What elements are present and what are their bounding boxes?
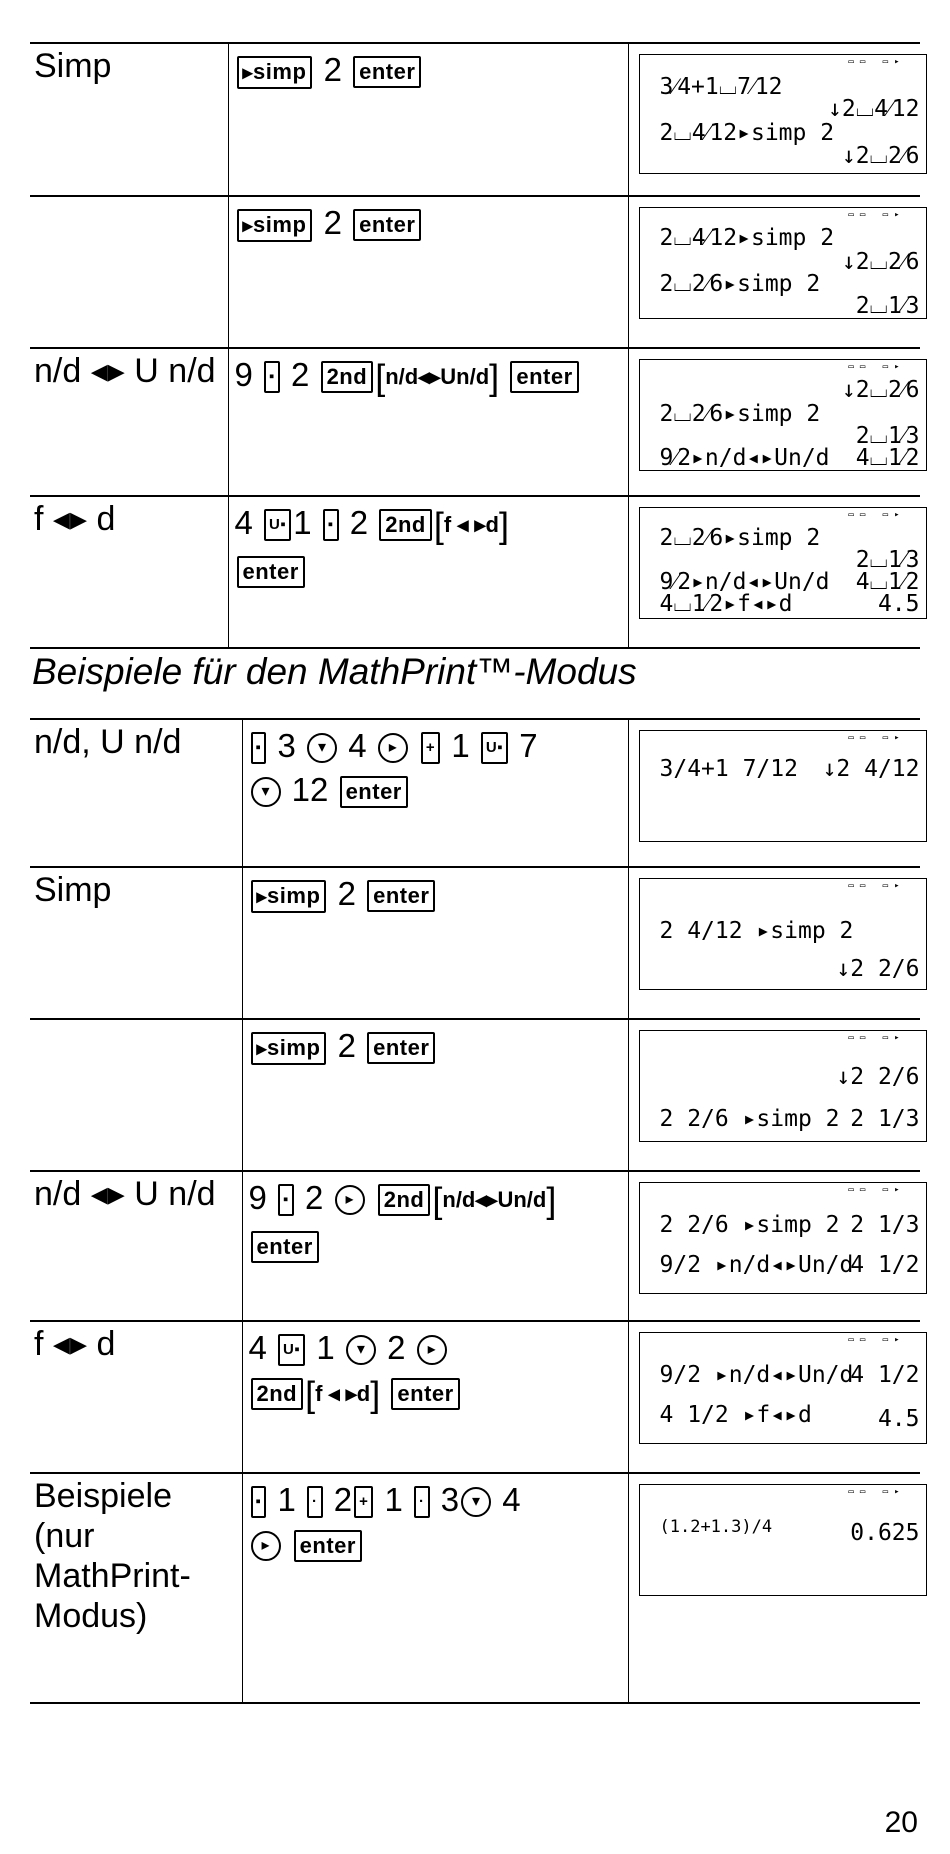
table-row bbox=[30, 43, 920, 196]
status-indicator-icon: ▭▭ ▭▸ bbox=[848, 1335, 906, 1345]
status-indicator-icon: ▭▭ ▭▸ bbox=[848, 881, 906, 891]
table-row bbox=[30, 867, 920, 1019]
mathprint-examples-table bbox=[30, 718, 920, 1704]
calculator-screen: ▭▭ ▭▸ 3/4+1 7/12 ↓2 4/12 bbox=[639, 730, 927, 842]
second-key: 2nd bbox=[321, 361, 374, 393]
enter-key: enter bbox=[510, 361, 578, 393]
row-label: Simp bbox=[34, 871, 112, 909]
status-indicator-icon: ▭▭ ▭▸ bbox=[848, 733, 906, 743]
simp-key: ▸ simp bbox=[251, 880, 327, 913]
row-label: f ◂▸ d bbox=[34, 1325, 116, 1363]
status-indicator-icon: ▭▭ ▭▸ bbox=[848, 1487, 906, 1497]
calculator-screen: ▭▭ ▭▸ 2 4/12 ▸simp 2 ↓2 2/6 bbox=[639, 878, 927, 990]
key-sequence: ▪ 1 · 2 + 1 · 3 ▾ 4 ▸ enter bbox=[242, 1473, 628, 1703]
key-sequence: 4 U▪ 1 ▾ 2 ▸ 2nd [f ◂ ▸d] enter bbox=[242, 1321, 628, 1473]
status-indicator-icon: ▭▭ ▭▸ bbox=[848, 1033, 906, 1043]
table-row bbox=[30, 1019, 920, 1171]
table-row bbox=[30, 1171, 920, 1321]
table-row bbox=[30, 496, 920, 648]
right-arrow-icon: ▸ bbox=[251, 1531, 281, 1561]
simp-key: ▸ simp bbox=[237, 56, 313, 89]
status-indicator-icon: ▭▭ ▭▸ bbox=[848, 510, 906, 520]
enter-key: enter bbox=[353, 56, 421, 88]
enter-key: enter bbox=[294, 1530, 362, 1562]
calculator-screen: ▭▭ ▭▸ ↓2⌴2⁄6 2⌴2⁄6▸simp 2 2⌴1⁄3 9⁄2▸n/d◂▸Un/d 4⌴1⁄2 bbox=[639, 359, 927, 471]
fraction-key: ▪ bbox=[278, 1184, 294, 1216]
enter-key: enter bbox=[367, 1032, 435, 1064]
key-sequence: 4 U▪ 1 ▪ 2 2nd [f ◂ ▸d] enter bbox=[228, 496, 628, 648]
enter-key: enter bbox=[340, 776, 408, 808]
status-indicator-icon: ▭▭ ▭▸ bbox=[848, 57, 906, 67]
row-label: n/d ◂▸ U n/d bbox=[34, 352, 216, 390]
fraction-key: ▪ bbox=[264, 361, 280, 393]
right-arrow-icon: ▸ bbox=[417, 1335, 447, 1365]
calculator-screen: ▭▭ ▭▸ 2⌴4⁄12▸simp 2 ↓2⌴2⁄6 2⌴2⁄6▸simp 2 2⌴1⁄3 bbox=[639, 207, 927, 319]
enter-key: enter bbox=[391, 1378, 459, 1410]
n-d-u-n-d-key: n/d◂▸Un/d bbox=[442, 1187, 547, 1213]
row-label: n/d ◂▸ U n/d bbox=[34, 1175, 216, 1213]
key-sequence: ▸ simp 2 enter bbox=[242, 867, 628, 1019]
mixed-fraction-key: U▪ bbox=[264, 509, 291, 541]
mixed-fraction-key: U▪ bbox=[278, 1334, 305, 1366]
decimal-point-key: · bbox=[307, 1486, 323, 1518]
classic-examples-table bbox=[30, 42, 920, 649]
page-number: 20 bbox=[884, 1806, 918, 1839]
key-sequence: ▸ simp 2 enter bbox=[228, 43, 628, 196]
calculator-screen: ▭▭ ▭▸ ↓2 2/6 2 2/6 ▸simp 2 2 1/3 bbox=[639, 1030, 927, 1142]
enter-key: enter bbox=[237, 556, 305, 588]
calculator-screen: ▭▭ ▭▸ 3⁄4+1⌴7⁄12 ↓2⌴4⁄12 2⌴4⁄12▸simp 2 ↓2⌴2⁄6 bbox=[639, 54, 927, 174]
calculator-screen: ▭▭ ▭▸ 9/2 ▸n/d◂▸Un/d 4 1/2 4 1/2 ▸f◂▸d 4.5 bbox=[639, 1332, 927, 1444]
plus-key: + bbox=[354, 1486, 373, 1518]
down-arrow-icon: ▾ bbox=[461, 1487, 491, 1517]
status-indicator-icon: ▭▭ ▭▸ bbox=[848, 1185, 906, 1195]
table-row bbox=[30, 1473, 920, 1703]
status-indicator-icon: ▭▭ ▭▸ bbox=[848, 362, 906, 372]
key-sequence: ▸ simp 2 enter bbox=[242, 1019, 628, 1171]
second-key: 2nd bbox=[251, 1378, 304, 1410]
row-label: Simp bbox=[34, 47, 112, 85]
mixed-fraction-key: U▪ bbox=[481, 732, 508, 764]
enter-key: enter bbox=[367, 880, 435, 912]
n-d-u-n-d-key: n/d◂▸Un/d bbox=[385, 364, 490, 390]
down-arrow-icon: ▾ bbox=[251, 777, 281, 807]
status-indicator-icon: ▭▭ ▭▸ bbox=[848, 210, 906, 220]
row-label: n/d, U n/d bbox=[34, 723, 182, 761]
second-key: 2nd bbox=[378, 1184, 431, 1216]
key-sequence: ▸ simp 2 enter bbox=[228, 196, 628, 348]
f-d-key: f ◂ ▸d bbox=[315, 1381, 371, 1407]
fraction-key: ▪ bbox=[323, 509, 339, 541]
right-arrow-icon: ▸ bbox=[378, 733, 408, 763]
fraction-key: ▪ bbox=[251, 1486, 267, 1518]
row-label: f ◂▸ d bbox=[34, 500, 116, 538]
key-sequence: 9 ▪ 2 2nd [n/d◂▸Un/d] enter bbox=[228, 348, 628, 496]
simp-key: ▸ simp bbox=[251, 1032, 327, 1065]
right-arrow-icon: ▸ bbox=[335, 1185, 365, 1215]
table-row bbox=[30, 719, 920, 867]
key-sequence: ▪ 3 ▾ 4 ▸ + 1 U▪ 7 ▾ 12 enter bbox=[242, 719, 628, 867]
decimal-point-key: · bbox=[414, 1486, 430, 1518]
section-title: Beispiele für den MathPrint™-Modus bbox=[32, 651, 637, 692]
f-d-key: f ◂ ▸d bbox=[443, 512, 499, 538]
enter-key: enter bbox=[251, 1231, 319, 1263]
row-label: Beispiele (nur MathPrint- Modus) bbox=[30, 1473, 242, 1703]
key-sequence: 9 ▪ 2 ▸ 2nd [n/d◂▸Un/d] enter bbox=[242, 1171, 628, 1321]
second-key: 2nd bbox=[379, 509, 432, 541]
calculator-screen: ▭▭ ▭▸ 2 2/6 ▸simp 2 2 1/3 9/2 ▸n/d◂▸Un/d 4 1/2 bbox=[639, 1182, 927, 1294]
calculator-screen: ▭▭ ▭▸ (1.2+1.3)/4 0.625 bbox=[639, 1484, 927, 1596]
table-row bbox=[30, 1321, 920, 1473]
table-row bbox=[30, 196, 920, 348]
simp-key: ▸ simp bbox=[237, 209, 313, 242]
fraction-key: ▪ bbox=[251, 732, 267, 764]
down-arrow-icon: ▾ bbox=[307, 733, 337, 763]
plus-key: + bbox=[421, 732, 440, 764]
enter-key: enter bbox=[353, 209, 421, 241]
down-arrow-icon: ▾ bbox=[346, 1335, 376, 1365]
calculator-screen: ▭▭ ▭▸ 2⌴2⁄6▸simp 2 2⌴1⁄3 9⁄2▸n/d◂▸Un/d 4⌴1⁄2 4⌴1⁄2▸f◂▸d 4.5 bbox=[639, 507, 927, 619]
table-row bbox=[30, 348, 920, 496]
